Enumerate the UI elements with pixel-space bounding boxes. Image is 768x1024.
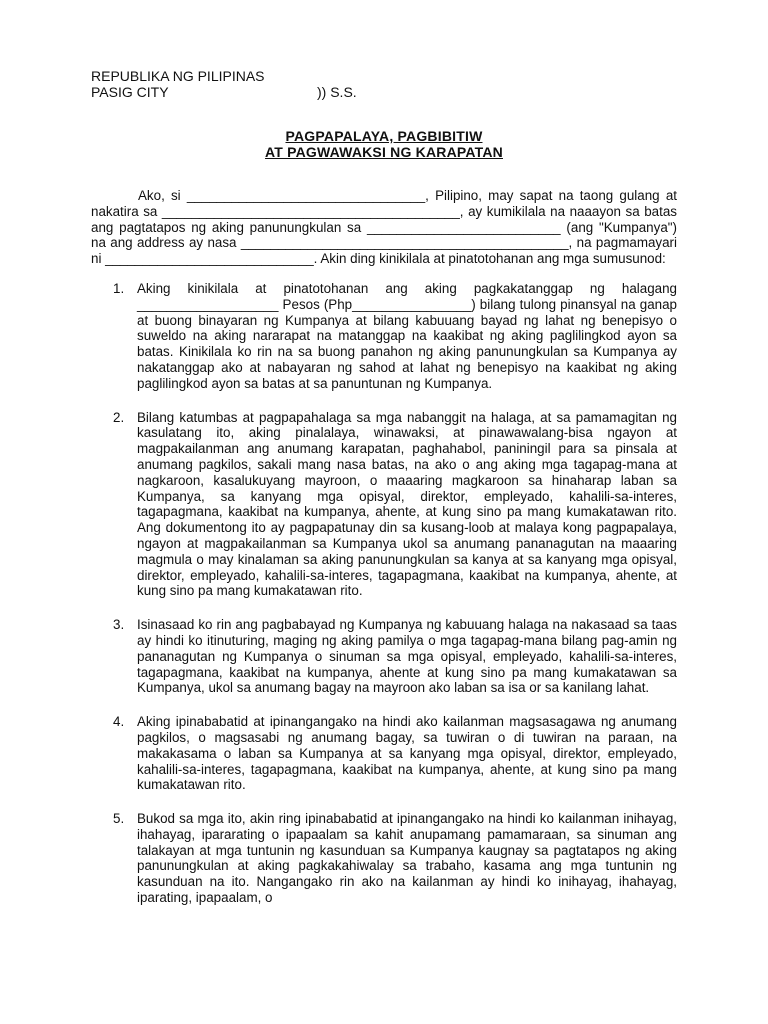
list-item: [91, 811, 677, 906]
list-item-text: Aking kinikilala at pinatotohanan ang aking pagkakatanggap ng halagang ___________________ Pesos (Php________________) bilang tulong pinansyal na ganap at buong binayaran ng Kumpanya at bilang kabuuang bayad ng lahat ng benepisyo o suweldo na aking nararapat na matanggap na kaakibat ng aking paglilingkod ayon sa batas. Kinikilala ko rin na sa buong panahon ng aking panunungkulan sa Kumpanya ay nakatanggap ako at nabayaran ng sahod at lahat ng benepisyo na kaakibat ng aking paglilingkod ayon sa batas at sa panuntunan ng Kumpanya.: [137, 280, 677, 391]
list-item-number: 3.: [113, 617, 125, 633]
header-ss: )) S.S.: [317, 84, 357, 100]
header-republic: [91, 68, 265, 84]
list-item: [91, 410, 677, 600]
list-item-text: Aking ipinababatid at ipinangangako na hindi ako kailanman magsasagawa ng anumang pagkilos, o magsasabi ng anumang bagay, sa tuwiran o di tuwiran na paraan, na makakasama o laban sa Kumpanya at sa kanyang mga opisyal, direktor, empleyado, kahalili-sa-interes, tagapagmana, kaakibat na kumpanya, ahente, at kung sino pa mang kumakatawan rito.: [137, 714, 677, 793]
list-item: [91, 281, 677, 392]
list-item-number: 2.: [113, 409, 125, 425]
numbered-list: [91, 281, 677, 906]
title-line-2: [0, 144, 768, 160]
list-item-text: Isinasaad ko rin ang pagbabayad ng Kumpanya ng kabuuang halaga na nakasaad sa taas ay hindi ko itinuturing, maging ng aking pamilya o mga tagapag-mana bilang pag-amin ng pananagutan ng Kumpanya o sinuman sa mga opisyal, empleyado, kahalili-sa-interes, tagapagmana, kaakibat na kumpanya, ahente at kung sino pa mang kumakatawan sa Kumpanya, ukol sa anumang bagay na mayroon ako laban sa isa or sa kanilang lahat.: [137, 617, 677, 696]
header-city-row: [91, 84, 357, 100]
header-city-text: PASIG CITY: [91, 84, 169, 100]
list-item-text: Bilang katumbas at pagpapahalaga sa mga nabanggit na halaga, at sa pamamagitan ng kasulatang ito, aking pinalalaya, winawaksi, at pinawawalang-bisa ngayon at magpakailanman ang anumang karapatan, paghahabol, paniningil para sa pinsala at anumang pagkilos, sakali mang nasa batas, na ako o ang aking mga tagapag-mana at nagkaroon, kasalukuyang mayroon, o maaaring magkaroon sa hinaharap laban sa Kumpanya, sa kanyang mga opisyal, direktor, empleyado, kahalili-sa-interes, tagapagmana, kaakibat na kumpanya, ahente, at kung sino pa mang kumakatawan rito. Ang dokumentong ito ay pagpapatunay din sa kusang-loob at malaya kong pagpapalaya, ngayon at magpakailanman sa Kumpanya ukol sa anumang pananagutan na maaaring magmula o may kinalaman sa aking panunungkulan sa kanya at sa kanyang mga opisyal, direktor, empleyado, kahalili-sa-interes, tagapagmana, kaakibat na kumpanya, ahente, at kung sino pa mang kumakatawan rito.: [137, 409, 677, 599]
list-item-number: 4.: [113, 714, 125, 730]
list-item-number: 5.: [113, 811, 125, 827]
list-item: [91, 714, 677, 793]
list-item-text: Bukod sa mga ito, akin ring ipinababatid at ipinangangako na hindi ko kailanman inihayag, ihahayag, ipararating o ipapaalam sa kahit anupamang pamamaraan, sa sinuman ang talakayan at mga tuntunin ng kasunduan sa Kumpanya kaugnay sa pagtatapos ng aking panunungkulan at aking pagkakahiwalay sa trabaho, kasama ang mga tuntunin ng kasunduan na ito. Nangangako rin ako na kailanman ay hindi ko inihayag, ihahayag, iparating, ipapaalam, o: [137, 811, 677, 906]
list-item: [91, 617, 677, 696]
document-body: [91, 188, 677, 924]
venue-header: [91, 68, 357, 100]
title-line-1: [0, 128, 768, 144]
intro-paragraph: Ako, si ________________________________, Pilipino, may sapat na taong gulang at nakatira sa ________________________________________, ay kumikilala na naaayon sa batas ang pagtatapos ng aking panunungkulan sa __________________________ (ang "Kumpanya") na ang address ay nasa ____________________________________________, na pagmamayari ni ____________________________. Akin ding kinikilala at pinatotohanan ang mga sumusunod:: [91, 188, 677, 267]
title-line-2-text: AT PAGWAWAKSI NG KARAPATAN: [264, 144, 503, 160]
header-republic-text: REPUBLIKA NG PILIPINAS: [91, 68, 265, 84]
title-line-1-text: PAGPAPALAYA, PAGBIBITIW: [285, 128, 483, 144]
list-item-number: 1.: [113, 280, 125, 296]
document-title: [0, 128, 768, 160]
